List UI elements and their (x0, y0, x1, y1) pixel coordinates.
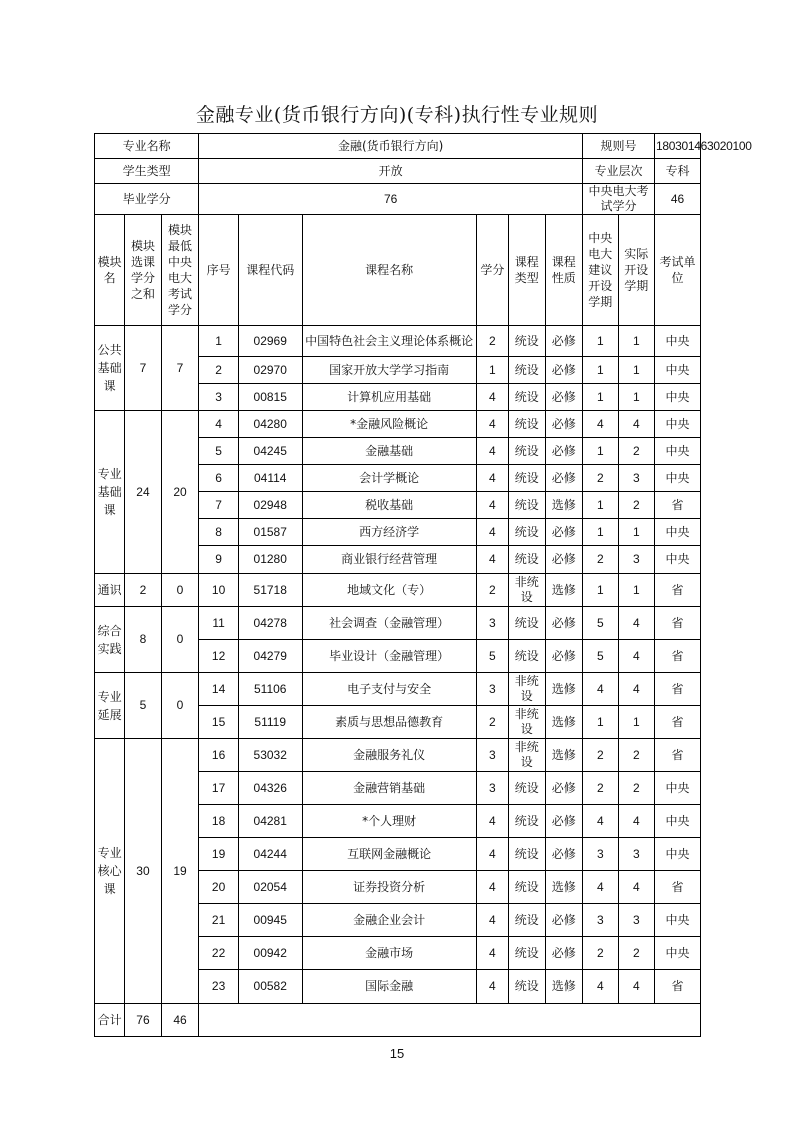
header-actual: 实际开设学期 (618, 215, 655, 326)
page-title: 金融专业(货币银行方向)(专科)执行性专业规则 (195, 104, 599, 126)
course-type: 统设 (509, 640, 546, 673)
table-row (95, 673, 701, 706)
course-exam-unit: 中央 (655, 438, 701, 465)
course-seq: 16 (199, 739, 239, 772)
course-actual-term: 1 (618, 384, 655, 411)
course-actual-term: 3 (618, 465, 655, 492)
total-label: 合计 (95, 1004, 125, 1037)
course-suggest-term: 4 (583, 673, 618, 706)
course-seq: 12 (199, 640, 239, 673)
course-suggest-term: 2 (583, 937, 618, 970)
course-nature: 必修 (545, 546, 583, 574)
course-credit: 4 (476, 904, 508, 937)
course-name: 西方经济学 (302, 519, 476, 546)
level-value: 专科 (655, 159, 701, 184)
course-credit: 4 (476, 465, 508, 492)
table-row (95, 607, 701, 640)
exam-credits-value: 46 (655, 184, 701, 215)
course-actual-term: 4 (618, 607, 655, 640)
course-suggest-term: 2 (583, 546, 618, 574)
course-code: 04326 (238, 772, 302, 805)
course-seq: 6 (199, 465, 239, 492)
module-name: 综合实践 (95, 607, 125, 673)
course-nature: 必修 (545, 465, 583, 492)
module-min-exam-credit: 19 (161, 739, 199, 1004)
course-nature: 选修 (545, 970, 583, 1004)
course-actual-term: 1 (618, 574, 655, 607)
course-seq: 10 (199, 574, 239, 607)
course-code: 02054 (238, 871, 302, 904)
course-seq: 22 (199, 937, 239, 970)
course-code: 04244 (238, 838, 302, 871)
course-seq: 7 (199, 492, 239, 519)
module-credit-sum: 7 (125, 326, 162, 411)
module-name: 公共基础课 (95, 326, 125, 411)
course-nature: 必修 (545, 607, 583, 640)
course-nature: 选修 (545, 706, 583, 739)
course-nature: 选修 (545, 673, 583, 706)
header-credit: 学分 (476, 215, 508, 326)
course-nature: 选修 (545, 492, 583, 519)
course-suggest-term: 1 (583, 574, 618, 607)
header-row (95, 215, 701, 326)
course-code: 04280 (238, 411, 302, 438)
course-code: 00582 (238, 970, 302, 1004)
course-type: 非统设 (509, 574, 546, 607)
course-type: 统设 (509, 937, 546, 970)
course-code: 02970 (238, 357, 302, 384)
total-credit-sum: 76 (125, 1004, 162, 1037)
course-nature: 必修 (545, 438, 583, 465)
module-name: 通识 (95, 574, 125, 607)
module-min-exam-credit: 0 (161, 574, 199, 607)
total-min-exam-credit: 46 (161, 1004, 199, 1037)
course-exam-unit: 中央 (655, 357, 701, 384)
table-row (95, 739, 701, 772)
course-credit: 4 (476, 492, 508, 519)
course-actual-term: 2 (618, 739, 655, 772)
course-nature: 必修 (545, 904, 583, 937)
module-min-exam-credit: 20 (161, 411, 199, 574)
module-credit-sum: 8 (125, 607, 162, 673)
module-credit-sum: 24 (125, 411, 162, 574)
course-exam-unit: 省 (655, 607, 701, 640)
course-name: 国际金融 (302, 970, 476, 1004)
course-exam-unit: 中央 (655, 838, 701, 871)
course-suggest-term: 1 (583, 438, 618, 465)
table-row (95, 326, 701, 357)
course-actual-term: 4 (618, 411, 655, 438)
total-blank (199, 1004, 701, 1037)
course-exam-unit: 省 (655, 640, 701, 673)
course-actual-term: 4 (618, 805, 655, 838)
course-code: 53032 (238, 739, 302, 772)
course-code: 04278 (238, 607, 302, 640)
course-seq: 2 (199, 357, 239, 384)
module-credit-sum: 30 (125, 739, 162, 1004)
course-suggest-term: 4 (583, 871, 618, 904)
course-name: 电子支付与安全 (302, 673, 476, 706)
course-code: 01587 (238, 519, 302, 546)
course-name: 证券投资分析 (302, 871, 476, 904)
course-name: 金融基础 (302, 438, 476, 465)
course-exam-unit: 中央 (655, 384, 701, 411)
course-credit: 5 (476, 640, 508, 673)
course-type: 统设 (509, 326, 546, 357)
course-type: 非统设 (509, 673, 546, 706)
course-actual-term: 1 (618, 357, 655, 384)
module-credit-sum: 5 (125, 673, 162, 739)
course-nature: 必修 (545, 772, 583, 805)
course-name: 金融营销基础 (302, 772, 476, 805)
info-row-type (95, 159, 701, 184)
course-suggest-term: 1 (583, 706, 618, 739)
course-credit: 4 (476, 546, 508, 574)
course-nature: 必修 (545, 326, 583, 357)
course-type: 统设 (509, 904, 546, 937)
course-type: 统设 (509, 970, 546, 1004)
course-suggest-term: 1 (583, 384, 618, 411)
student-type-value: 开放 (199, 159, 583, 184)
course-suggest-term: 4 (583, 970, 618, 1004)
header-name: 课程名称 (302, 215, 476, 326)
course-seq: 18 (199, 805, 239, 838)
course-actual-term: 4 (618, 640, 655, 673)
module-name: 专业基础课 (95, 411, 125, 574)
course-name: 计算机应用基础 (302, 384, 476, 411)
course-name: 会计学概论 (302, 465, 476, 492)
course-name: 素质与思想品德教育 (302, 706, 476, 739)
course-nature: 必修 (545, 937, 583, 970)
course-name: *金融风险概论 (302, 411, 476, 438)
course-seq: 20 (199, 871, 239, 904)
course-name: 商业银行经营管理 (302, 546, 476, 574)
course-type: 统设 (509, 871, 546, 904)
rule-value: 180301463020100 (655, 134, 701, 159)
course-seq: 9 (199, 546, 239, 574)
course-suggest-term: 4 (583, 411, 618, 438)
course-credit: 4 (476, 411, 508, 438)
course-exam-unit: 省 (655, 574, 701, 607)
course-code: 04245 (238, 438, 302, 465)
course-type: 统设 (509, 492, 546, 519)
course-actual-term: 4 (618, 970, 655, 1004)
header-suggest: 中央电大建议开设学期 (583, 215, 618, 326)
major-value: 金融(货币银行方向) (199, 134, 583, 159)
course-name: 税收基础 (302, 492, 476, 519)
course-credit: 1 (476, 357, 508, 384)
course-suggest-term: 5 (583, 607, 618, 640)
course-nature: 必修 (545, 357, 583, 384)
course-nature: 选修 (545, 739, 583, 772)
course-nature: 必修 (545, 384, 583, 411)
course-seq: 19 (199, 838, 239, 871)
course-type: 统设 (509, 546, 546, 574)
course-credit: 4 (476, 838, 508, 871)
course-credit: 4 (476, 805, 508, 838)
course-actual-term: 3 (618, 546, 655, 574)
table-row (95, 574, 701, 607)
course-exam-unit: 中央 (655, 904, 701, 937)
course-credit: 4 (476, 937, 508, 970)
course-seq: 23 (199, 970, 239, 1004)
course-code: 51718 (238, 574, 302, 607)
course-suggest-term: 1 (583, 519, 618, 546)
header-type: 课程类型 (509, 215, 546, 326)
header-module: 模块名 (95, 215, 125, 326)
course-credit: 4 (476, 438, 508, 465)
course-seq: 15 (199, 706, 239, 739)
course-suggest-term: 3 (583, 904, 618, 937)
course-name: 中国特色社会主义理论体系概论 (302, 326, 476, 357)
course-actual-term: 4 (618, 871, 655, 904)
course-seq: 17 (199, 772, 239, 805)
course-actual-term: 1 (618, 326, 655, 357)
course-code: 01280 (238, 546, 302, 574)
course-credit: 3 (476, 673, 508, 706)
header-sum: 模块选课学分之和 (125, 215, 162, 326)
course-nature: 选修 (545, 871, 583, 904)
course-exam-unit: 省 (655, 871, 701, 904)
student-type-label: 学生类型 (95, 159, 199, 184)
course-name: 毕业设计（金融管理） (302, 640, 476, 673)
course-credit: 2 (476, 706, 508, 739)
course-suggest-term: 3 (583, 838, 618, 871)
course-type: 统设 (509, 519, 546, 546)
course-suggest-term: 1 (583, 326, 618, 357)
course-exam-unit: 中央 (655, 519, 701, 546)
course-credit: 3 (476, 739, 508, 772)
course-code: 02969 (238, 326, 302, 357)
header-exam: 考试单位 (655, 215, 701, 326)
course-actual-term: 3 (618, 904, 655, 937)
course-name: 互联网金融概论 (302, 838, 476, 871)
credits-label: 毕业学分 (95, 184, 199, 215)
course-exam-unit: 省 (655, 970, 701, 1004)
course-suggest-term: 2 (583, 739, 618, 772)
course-actual-term: 1 (618, 519, 655, 546)
course-exam-unit: 中央 (655, 326, 701, 357)
course-seq: 11 (199, 607, 239, 640)
course-type: 统设 (509, 384, 546, 411)
course-type: 统设 (509, 607, 546, 640)
course-actual-term: 3 (618, 838, 655, 871)
course-name: *个人理财 (302, 805, 476, 838)
course-exam-unit: 省 (655, 492, 701, 519)
course-type: 非统设 (509, 739, 546, 772)
course-name: 金融企业会计 (302, 904, 476, 937)
course-credit: 2 (476, 326, 508, 357)
course-credit: 4 (476, 970, 508, 1004)
course-seq: 8 (199, 519, 239, 546)
info-row-credits (95, 184, 701, 215)
course-nature: 必修 (545, 838, 583, 871)
course-type: 统设 (509, 772, 546, 805)
course-exam-unit: 省 (655, 673, 701, 706)
course-exam-unit: 中央 (655, 937, 701, 970)
course-name: 地域文化（专） (302, 574, 476, 607)
exam-credits-label: 中央电大考试学分 (583, 184, 655, 215)
table-row (95, 411, 701, 438)
module-min-exam-credit: 0 (161, 673, 199, 739)
course-code: 00815 (238, 384, 302, 411)
course-credit: 3 (476, 772, 508, 805)
module-min-exam-credit: 7 (161, 326, 199, 411)
course-exam-unit: 省 (655, 706, 701, 739)
course-seq: 3 (199, 384, 239, 411)
module-name: 专业核心课 (95, 739, 125, 1004)
module-credit-sum: 2 (125, 574, 162, 607)
course-code: 04281 (238, 805, 302, 838)
course-code: 04114 (238, 465, 302, 492)
course-actual-term: 4 (618, 673, 655, 706)
course-credit: 3 (476, 607, 508, 640)
course-nature: 必修 (545, 411, 583, 438)
course-actual-term: 2 (618, 492, 655, 519)
course-seq: 14 (199, 673, 239, 706)
module-name: 专业延展 (95, 673, 125, 739)
course-actual-term: 2 (618, 438, 655, 465)
course-exam-unit: 中央 (655, 805, 701, 838)
course-actual-term: 2 (618, 937, 655, 970)
course-exam-unit: 中央 (655, 772, 701, 805)
course-credit: 4 (476, 384, 508, 411)
course-nature: 必修 (545, 805, 583, 838)
info-row-major (95, 134, 701, 159)
course-code: 00942 (238, 937, 302, 970)
course-nature: 选修 (545, 574, 583, 607)
course-seq: 5 (199, 438, 239, 465)
course-exam-unit: 中央 (655, 411, 701, 438)
course-nature: 必修 (545, 640, 583, 673)
credits-value: 76 (199, 184, 583, 215)
course-exam-unit: 中央 (655, 465, 701, 492)
course-type: 统设 (509, 357, 546, 384)
course-type: 统设 (509, 465, 546, 492)
course-code: 51119 (238, 706, 302, 739)
course-suggest-term: 2 (583, 465, 618, 492)
course-seq: 21 (199, 904, 239, 937)
total-row (95, 1004, 701, 1037)
course-nature: 必修 (545, 519, 583, 546)
course-seq: 4 (199, 411, 239, 438)
rules-table (94, 133, 752, 1037)
course-suggest-term: 5 (583, 640, 618, 673)
course-code: 04279 (238, 640, 302, 673)
course-seq: 1 (199, 326, 239, 357)
major-label: 专业名称 (95, 134, 199, 159)
rule-label: 规则号 (583, 134, 655, 159)
header-min: 模块最低中央电大考试学分 (161, 215, 199, 326)
course-type: 统设 (509, 438, 546, 465)
course-suggest-term: 2 (583, 772, 618, 805)
course-code: 51106 (238, 673, 302, 706)
header-nature: 课程性质 (545, 215, 583, 326)
course-name: 国家开放大学学习指南 (302, 357, 476, 384)
course-name: 社会调查（金融管理） (302, 607, 476, 640)
course-type: 统设 (509, 838, 546, 871)
course-suggest-term: 1 (583, 357, 618, 384)
course-type: 非统设 (509, 706, 546, 739)
course-name: 金融市场 (302, 937, 476, 970)
header-code: 课程代码 (238, 215, 302, 326)
module-min-exam-credit: 0 (161, 607, 199, 673)
course-code: 02948 (238, 492, 302, 519)
course-name: 金融服务礼仪 (302, 739, 476, 772)
course-suggest-term: 4 (583, 805, 618, 838)
header-seq: 序号 (199, 215, 239, 326)
course-actual-term: 2 (618, 772, 655, 805)
course-type: 统设 (509, 805, 546, 838)
page-number: 15 (389, 1046, 405, 1061)
level-label: 专业层次 (583, 159, 655, 184)
course-code: 00945 (238, 904, 302, 937)
course-credit: 4 (476, 519, 508, 546)
course-exam-unit: 中央 (655, 546, 701, 574)
course-suggest-term: 1 (583, 492, 618, 519)
course-exam-unit: 省 (655, 739, 701, 772)
course-actual-term: 1 (618, 706, 655, 739)
course-type: 统设 (509, 411, 546, 438)
course-credit: 2 (476, 574, 508, 607)
course-credit: 4 (476, 871, 508, 904)
